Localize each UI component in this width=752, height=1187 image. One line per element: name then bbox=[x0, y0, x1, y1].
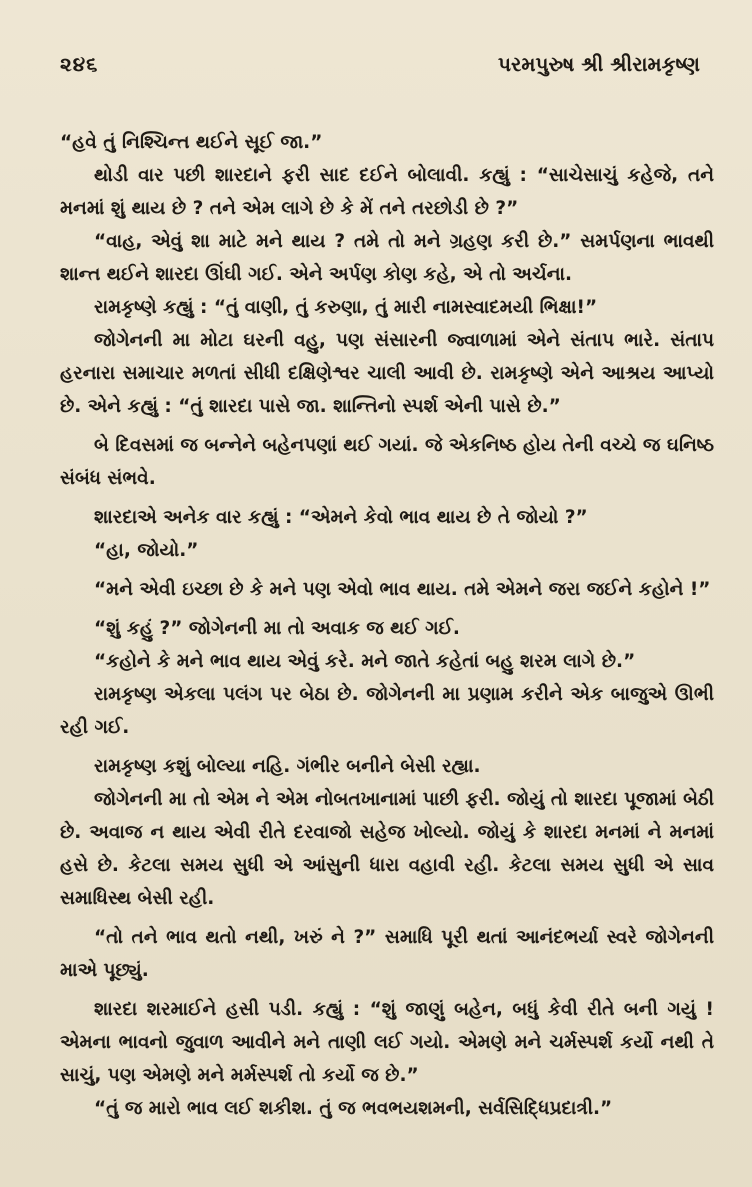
body-text bbox=[60, 126, 714, 1125]
paragraph: “તો તને ભાવ થતો નથી, ખરું ને ?” સમાધિ પૂરી થતાં આનંદભર્યા સ્વરે જોગેનની માએ પૂછ્યું. bbox=[60, 927, 714, 981]
paragraph: “કહોને કે મને ભાવ થાય એવું કરે. મને જાતે કહેતાં બહુ શરમ લાગે છે.” bbox=[94, 651, 636, 672]
paragraph: “મને એવી ઇચ્છા છે કે મને પણ એવો ભાવ થાય. તમે એમને જરા જઈને કહોને !” bbox=[94, 579, 711, 600]
paragraph: થોડી વાર પછી શારદાને ફરી સાદ દઈને બોલાવી. કહ્યું : “સાચેસાચું કહેજે, તને મનમાં શું થાય છે ? તને એમ લાગે છે કે મેં તને તરછોડી છે ?” bbox=[60, 165, 714, 219]
paragraph: રામકૃષ્ણ એકલા પલંગ પર બેઠા છે. જોગેનની મા પ્રણામ કરીને એક બાજુએ ઊભી રહી ગઈ. bbox=[60, 684, 714, 738]
paragraph: “તું જ મારો ભાવ લઈ શકીશ. તું જ ભવભયશમની, સર્વસિદ્ધિપ્રદાત્રી.” bbox=[94, 1098, 613, 1119]
page-header bbox=[60, 52, 714, 90]
paragraph: રામકૃષ્ણ કશું બોલ્યા નહિ. ગંભીર બનીને બેસી રહ્યા. bbox=[94, 756, 481, 777]
paragraph: “શું કહું ?” જોગેનની મા તો અવાક જ થઈ ગઈ. bbox=[94, 618, 460, 639]
paragraph: “હા, જોયો.” bbox=[94, 540, 199, 561]
paragraph: રામકૃષ્ણે કહ્યું : “તું વાણી, તું કરુણા, તું મારી નામસ્વાદમયી ભિક્ષા!” bbox=[94, 297, 598, 318]
paragraph: જોગેનની મા તો એમ ને એમ નોબતખાનામાં પાછી ફરી. જોયું તો શારદા પૂજામાં બેઠી છે. અવાજ ન થાય એવી રીતે દરવાજો સહેજ ખોલ્યો. જોયું કે શારદા મનમાં ને મનમાં હસે છે. કેટલા સમય સુધી એ આંસુની ધારા વહાવી રહી. કેટલા સમય સુધી એ સાવ સમાધિસ્થ બેસી રહી. bbox=[60, 789, 714, 909]
running-title: પરમપુરુષ શ્રી શ્રીરામકૃષ્ણ bbox=[498, 52, 700, 76]
paragraph: જોગેનની મા મોટા ઘરની વહુ, પણ સંસારની જ્વાળામાં એને સંતાપ ભારે. સંતાપ હરનારા સમાચાર મળતાં સીધી દક્ષિણેશ્વર ચાલી આવી છે. રામકૃષ્ણે એને આશ્રય આપ્યો છે. એને કહ્યું : “તું શારદા પાસે જા. શાન્તિનો સ્પર્શ એની પાસે છે.” bbox=[60, 330, 714, 417]
paragraph: “વાહ, એવું શા માટે મને થાય ? તમે તો મને ગ્રહણ કરી છે.” સમર્પણના ભાવથી શાન્ત થઈને શારદા ઊંઘી ગઈ. એને અર્પણ કોણ કહે, એ તો અર્ચના. bbox=[60, 231, 714, 285]
paragraph: શારદા શરમાઈને હસી પડી. કહ્યું : “શું જાણું બહેન, બધું કેવી રીતે બની ગયું ! એમના ભાવનો જુવાળ આવીને મને તાણી લઈ ગયો. એમણે મને ચર્મસ્પર્શ કર્યો નથી તે સાચું, પણ એમણે મને મર્મસ્પર્શ તો કર્યો જ છે.” bbox=[60, 999, 714, 1086]
paragraph: શારદાએ અનેક વાર કહ્યું : “એમને કેવો ભાવ થાય છે તે જોયો ?” bbox=[94, 507, 588, 528]
paragraph: “હવે તું નિશ્ચિન્ત થઈને સૂઈ જા.” bbox=[60, 132, 323, 153]
page-number: ૨૪૬ bbox=[60, 52, 99, 76]
paragraph: બે દિવસમાં જ બન્નેને બહેનપણાં થઈ ગયાં. જે એકનિષ્ઠ હોય તેની વચ્ચે જ ઘનિષ્ઠ સંબંધ સંભવે. bbox=[60, 435, 714, 489]
